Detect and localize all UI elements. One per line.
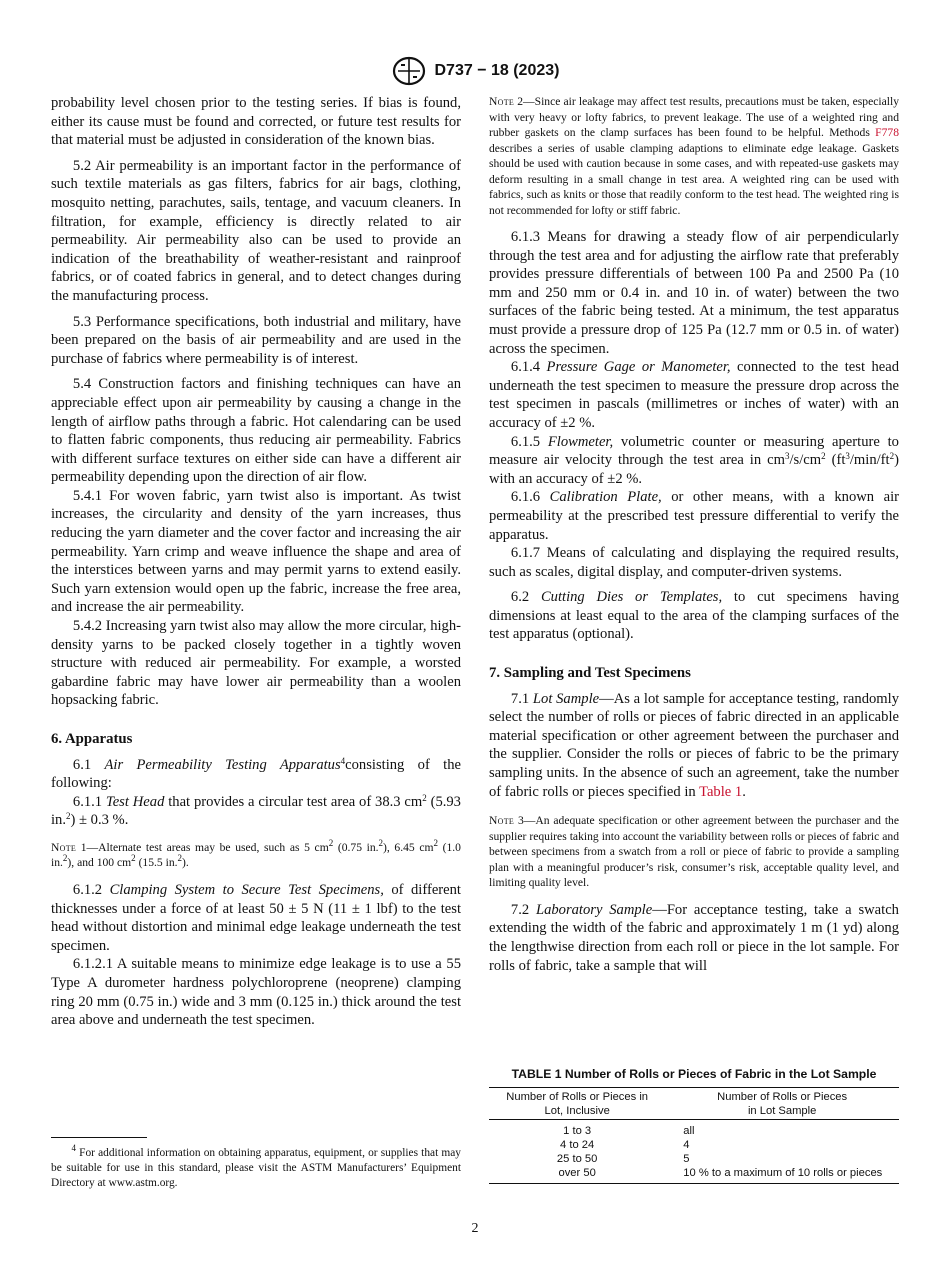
cell-lot: 4 to 24	[560, 1139, 595, 1151]
paragraph-6-1-2-1: 6.1.2.1 A suitable means to minimize edge leakage is to use a 55 Type A durometer hardness polychloroprene (neoprene) clamping ring 20 mm (0.75 in.) wide and 3 mm (0.125 in.) thick around the test area above and underneath the test specimen.	[51, 956, 461, 1029]
paragraph-6-1-3: 6.1.3 Means for drawing a steady flow of air perpendicularly through the test area and for adjusting the airflow rate that preferably provides pressure differentials of between 100 Pa and 2500 Pa (10 mm and 250 mm or 0.4 in. and 10 in. of water) between the two surfaces of the fabric being tested. At a minimum, the test apparatus must provide a pressure drop of 125 Pa (12.7 mm or 0.5 in. of water) across the specimen.	[489, 229, 899, 357]
cell-sample: 5	[683, 1153, 690, 1165]
left-column	[51, 94, 461, 1030]
link-table-1[interactable]: Table 1	[699, 783, 743, 800]
paragraph-5-4-2: 5.4.2 Increasing yarn twist also may allow the more circular, high-density yarns to be packed closely together in a tightly woven structure with reduced air permeability. For example, a worsted gabardine fabric may have lower air permeability than a woolen hopsacking fabric.	[51, 618, 461, 709]
table-header-row	[489, 1088, 899, 1120]
note-3: Note 3—An adequate specification or other agreement between the purchaser and the supplier requires taking into account the variability between rolls or pieces of fabric and between specimens from a swatch from a roll or piece of fabric to provide a sampling plan with a meaningful producer’s risk, consumer’s risk, acceptable quality level, and limiting quality level.	[489, 814, 899, 890]
note-2: Note 2—Since air leakage may affect test results, precautions must be taken, especially with very heavy or lofty fabrics, to prevent leakage. The use of a weighted ring and rubber gaskets on the clamp surfaces has been found to be helpful. Methods F778 describes a series of usable clamping adaptions to eliminate edge leakage. Gaskets should be used with caution because in some cases, and with repeated-use gaskets may deform resulting in a small change in test area. A weighted ring can be used with fabrics, such as knits or those that readily conform to the test head. The weighted ring is not recommended for lofty or stiff fabric.	[489, 95, 899, 217]
footnote-ref-4: 4	[340, 755, 346, 766]
paragraph-5-3: 5.3 Performance specifications, both industrial and military, have been prepared on the basis of air permeability and are used in the purchase of fabrics where permeability is of interest.	[51, 313, 461, 367]
paragraph-continued: probability level chosen prior to the testing series. If bias is found, either its cause must be found and corrected, or future test results for that material must be adjusted in consideration of the known bias.	[51, 95, 461, 149]
cell-sample: 4	[683, 1139, 690, 1151]
link-f778[interactable]: F778	[875, 126, 899, 139]
paragraph-6-2: 6.2 Cutting Dies or Templates, to cut specimens having dimensions at least equal to the area of the clamping surfaces of the test apparatus (optional).	[489, 589, 899, 643]
paragraph-6-1-1: 6.1.1 Test Head that provides a circular test area of 38.3 $cm^2$ (5.93 in.$^2$) ± 0.3 %.	[51, 792, 461, 829]
designation: D737 − 18 (2023)	[434, 62, 560, 79]
section-heading-sampling: 7. Sampling and Test Specimens	[489, 665, 691, 682]
right-column	[489, 94, 899, 975]
cell-sample: 10 % to a maximum of 10 rolls or pieces	[683, 1167, 883, 1179]
footnote-4: $^4$ For additional information on obtaining apparatus, equipment, or supplies that may be suitable for use in this standard, please visit the ASTM Manufacturers’ Equipment Directory at www.astm.org.	[51, 1143, 461, 1189]
table-row	[489, 1166, 899, 1184]
column-header-sample: Number of Rolls or Pieces in Lot Sample	[717, 1091, 848, 1117]
paragraph-5-4-1: 5.4.1 For woven fabric, yarn twist also is important. As twist increases, the circularity and density of the yarn increases, thus reducing the yarn diameter and the cover factor and increasing the air permeability. Yarn crimp and weave influence the shape and area of the interstices between yarns and may permit yarns to extend easily. Such yarn extension would open up the fabric, increase the free area, and increase the air permeability.	[51, 487, 461, 616]
paragraph-6-1-7: 6.1.7 Means of calculating and displaying the required results, such as scales, digital display, and computer-driven systems.	[489, 545, 899, 580]
cell-sample: all	[683, 1125, 695, 1137]
cell-lot: 25 to 50	[556, 1153, 598, 1165]
note-1: Note 1—Alternate test areas may be used, such as 5 $cm^2$ (0.75 in.$^2$), 6.45 $cm^2$ (1.0 in.$^2$), and 100 $cm^2$ (15.5 in.$^2$).	[51, 837, 461, 870]
section-heading-apparatus: 6. Apparatus	[51, 731, 133, 747]
footnote-divider	[51, 1137, 147, 1138]
table-row	[489, 1138, 899, 1152]
paragraph-6-1: 6.1 Air Permeability Testing Apparatus$^4$consisting of the following:	[51, 755, 461, 792]
paragraph-6-1-4: 6.1.4 Pressure Gage or Manometer, connected to the test head underneath the test specimen to measure the pressure drop across the test specimen in pascals (millimetres or inches of water) with an accuracy of ±2 %.	[489, 359, 900, 431]
page-header	[0, 56, 950, 86]
table-row	[489, 1152, 899, 1166]
page-number: 2	[471, 1221, 479, 1236]
paragraph-6-1-2: 6.1.2 Clamping System to Secure Test Specimens, of different thicknesses under a force of at least 50 ± 5 N (11 ± 1 lbf) to the test head without distortion and minimal edge leakage underneath the test specimen.	[51, 881, 461, 954]
paragraph-6-1-6: 6.1.6 Calibration Plate, or other means, with a known air permeability at the prescribed test pressure differential to verify the apparatus.	[489, 489, 899, 543]
cell-lot: 1 to 3	[563, 1125, 592, 1137]
column-header-lot: Number of Rolls or Pieces in Lot, Inclusive	[506, 1091, 649, 1117]
cell-lot: over 50	[558, 1167, 596, 1179]
paragraph-7-1: 7.1 Lot Sample—As a lot sample for acceptance testing, randomly select the number of rolls or pieces of fabric directed in an applicable material specification or other agreement between the purchaser and the supplier. Consider the rolls or pieces of fabric to be the primary sampling units. In the absence of such an agreement, take the number of fabric rolls or pieces specified in Table 1.	[489, 690, 899, 800]
paragraph-5-2: 5.2 Air permeability is an important factor in the performance of such textile materials as gas filters, fabrics for air bags, clothing, mosquito netting, parachutes, sails, tentage, and vacuum cleaners. In filtration, for example, efficiency is directly related to air permeability. Air permeability also can be used to provide an indication of the breathability of weather-resistant and rainproof fabrics, or of coated fabrics in general, and to detect changes during the manufacturing process.	[51, 157, 461, 304]
paragraph-6-1-5: 6.1.5 Flowmeter, volumetric counter or measuring aperture to measure air velocity through the test area in $cm^3/s/cm^2$ $(ft^3/\min/ft^2)$ with an accuracy of ±2 %.	[489, 433, 899, 487]
paragraph-7-2: 7.2 Laboratory Sample—For acceptance testing, take a swatch extending the width of the fabric and approximately 1 m (1 yd) along the lengthwise direction from each roll or piece in the lot sample. For rolls of fabric, take a sample that will	[489, 901, 899, 974]
paragraph-5-4: 5.4 Construction factors and finishing techniques can have an appreciable effect upon air permeability by causing a change in the length of airflow paths through a fabric. Hot calendaring can be used to flatten fabric components, thus reducing air permeability. Fabrics with different surface textures on either side can have a different air permeability depending upon the direction of air flow.	[51, 376, 461, 486]
table-row	[489, 1120, 899, 1139]
table-1	[489, 1067, 899, 1184]
astm-logo-icon	[391, 56, 427, 86]
table-1-grid	[489, 1087, 899, 1184]
table-title: TABLE 1 Number of Rolls or Pieces of Fabric in the Lot Sample	[511, 1067, 877, 1081]
